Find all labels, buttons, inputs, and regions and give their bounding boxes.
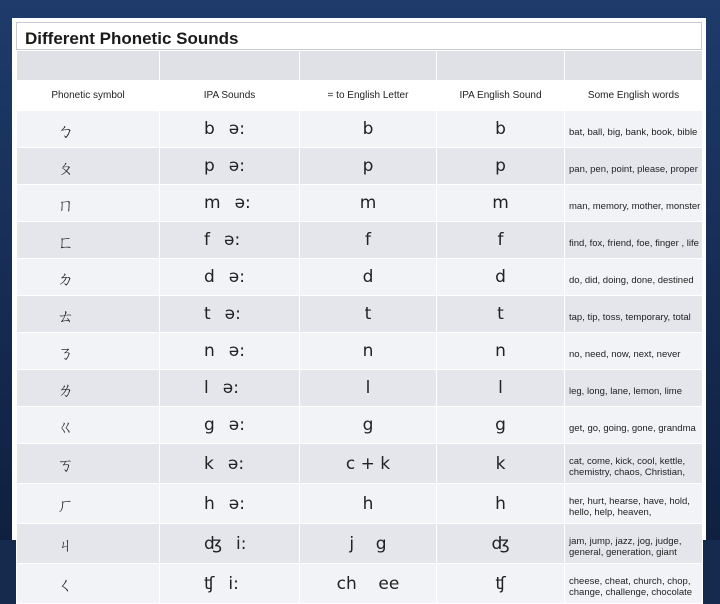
header-english-letter: = to English Letter (300, 81, 437, 111)
ipa-english-sound-cell: d (437, 259, 565, 296)
blank-cell (437, 51, 565, 81)
table-row (17, 148, 703, 185)
english-letter-cell: h (300, 484, 437, 524)
table-row (17, 370, 703, 407)
table-row (17, 564, 703, 604)
ipa-consonant: m (204, 193, 221, 213)
ipa-sound-cell (160, 564, 300, 604)
english-letter-cell: t (300, 296, 437, 333)
ipa-consonant: t (204, 304, 211, 324)
table-row (17, 444, 703, 484)
page-title: Different Phonetic Sounds (25, 29, 239, 48)
ipa-consonant: ʤ (204, 533, 222, 554)
phonetic-table (16, 50, 703, 604)
phonetic-symbol-cell: ㄉ (17, 259, 160, 296)
ipa-english-sound-cell: g (437, 407, 565, 444)
ipa-consonant: d (204, 267, 215, 287)
english-words-cell: pan, pen, point, please, proper (565, 148, 703, 185)
ipa-consonant: p (204, 156, 215, 176)
ipa-english-sound-cell: m (437, 185, 565, 222)
phonetic-symbol-cell: ㄅ (17, 111, 160, 148)
table-row (17, 296, 703, 333)
english-words-cell: no, need, now, next, never (565, 333, 703, 370)
ipa-sound-cell (160, 259, 300, 296)
title-bar (16, 22, 702, 50)
english-letter-cell: b (300, 111, 437, 148)
blank-row (17, 51, 703, 81)
ipa-english-sound-cell: k (437, 444, 565, 484)
table-row (17, 222, 703, 259)
header-ipa-english-sound: IPA English Sound (437, 81, 565, 111)
ipa-english-sound-cell: p (437, 148, 565, 185)
ipa-vowel: i: (235, 533, 247, 554)
blank-cell (300, 51, 437, 81)
english-letter-cell: c + k (300, 444, 437, 484)
ipa-vowel: ə: (224, 230, 241, 250)
header-row (17, 81, 703, 111)
ipa-english-sound-cell: t (437, 296, 565, 333)
ipa-sound-cell (160, 148, 300, 185)
ipa-sound-cell (160, 484, 300, 524)
english-letter-cell: g (300, 407, 437, 444)
ipa-vowel: ə: (224, 304, 241, 324)
ipa-vowel: ə: (228, 267, 245, 287)
ipa-vowel: ə: (228, 341, 245, 361)
ipa-sound-cell (160, 333, 300, 370)
table-row (17, 333, 703, 370)
ipa-vowel: ə: (228, 415, 245, 435)
english-words-cell: do, did, doing, done, destined (565, 259, 703, 296)
ipa-sound-cell (160, 524, 300, 564)
phonetic-symbol-cell: ㄊ (17, 296, 160, 333)
ipa-sound-cell (160, 407, 300, 444)
ipa-sound-cell (160, 111, 300, 148)
phonetic-symbol-cell: ㄈ (17, 222, 160, 259)
phonetic-symbol-cell: ㄏ (17, 484, 160, 524)
ipa-consonant: f (204, 230, 210, 250)
english-words-cell: get, go, going, gone, grandma (565, 407, 703, 444)
english-letter-cell: m (300, 185, 437, 222)
ipa-english-sound-cell: b (437, 111, 565, 148)
table-row (17, 484, 703, 524)
ipa-english-sound-cell: f (437, 222, 565, 259)
table-row (17, 407, 703, 444)
english-words-cell: jam, jump, jazz, jog, judge, general, generation, giant (565, 524, 703, 564)
english-letter-cell: d (300, 259, 437, 296)
ipa-consonant: g (204, 415, 215, 435)
ipa-english-sound-cell: n (437, 333, 565, 370)
ipa-consonant: ʧ (204, 573, 215, 594)
ipa-sound-cell (160, 444, 300, 484)
ipa-consonant: n (204, 341, 215, 361)
ipa-consonant: b (204, 119, 215, 139)
table-row (17, 185, 703, 222)
ipa-vowel: i: (228, 573, 239, 594)
english-words-cell: find, fox, friend, foe, finger , life (565, 222, 703, 259)
ipa-vowel: ə: (228, 119, 245, 139)
phonetic-symbol-cell: ㄌ (17, 370, 160, 407)
ipa-english-sound-cell: l (437, 370, 565, 407)
ipa-sound-cell (160, 296, 300, 333)
ipa-sound-cell (160, 185, 300, 222)
english-letter-cell: l (300, 370, 437, 407)
table-row (17, 524, 703, 564)
ipa-consonant: l (204, 378, 209, 398)
header-phonetic-symbol: Phonetic symbol (17, 81, 160, 111)
english-words-cell: tap, tip, toss, temporary, total (565, 296, 703, 333)
ipa-english-sound-cell: h (437, 484, 565, 524)
phonetic-symbol-cell: ㄐ (17, 524, 160, 564)
header-english-words: Some English words (565, 81, 703, 111)
phonetic-symbol-cell: ㄎ (17, 444, 160, 484)
english-words-cell: cheese, cheat, church, chop, change, challenge, chocolate (565, 564, 703, 604)
ipa-vowel: ə: (228, 493, 245, 514)
blank-cell (17, 51, 160, 81)
phonetic-symbol-cell: ㄆ (17, 148, 160, 185)
ipa-vowel: ə: (234, 193, 251, 213)
table-row (17, 259, 703, 296)
ipa-english-sound-cell: ʤ (437, 524, 565, 564)
english-letter-cell: ch ee (300, 564, 437, 604)
english-words-cell: leg, long, lane, lemon, lime (565, 370, 703, 407)
phonetic-symbol-cell: ㄍ (17, 407, 160, 444)
english-words-cell: her, hurt, hearse, have, hold, hello, help, heaven, (565, 484, 703, 524)
english-words-cell: bat, ball, big, bank, book, bible (565, 111, 703, 148)
ipa-sound-cell (160, 370, 300, 407)
phonetic-symbol-cell: ㄇ (17, 185, 160, 222)
ipa-consonant: h (204, 493, 215, 514)
table-sheet (12, 18, 706, 598)
english-letter-cell: j g (300, 524, 437, 564)
ipa-vowel: ə: (227, 453, 245, 474)
ipa-english-sound-cell: ʧ (437, 564, 565, 604)
ipa-vowel: ə: (222, 378, 239, 398)
english-letter-cell: n (300, 333, 437, 370)
english-letter-cell: f (300, 222, 437, 259)
english-words-cell: cat, come, kick, cool, kettle, chemistry, chaos, Christian, (565, 444, 703, 484)
ipa-consonant: k (204, 453, 214, 474)
english-words-cell: man, memory, mother, monster (565, 185, 703, 222)
blank-cell (565, 51, 703, 81)
ipa-vowel: ə: (228, 156, 245, 176)
table-row (17, 111, 703, 148)
ipa-sound-cell (160, 222, 300, 259)
english-letter-cell: p (300, 148, 437, 185)
phonetic-symbol-cell: ㄋ (17, 333, 160, 370)
phonetic-symbol-cell: ㄑ (17, 564, 160, 604)
blank-cell (160, 51, 300, 81)
header-ipa-sounds: IPA Sounds (160, 81, 300, 111)
